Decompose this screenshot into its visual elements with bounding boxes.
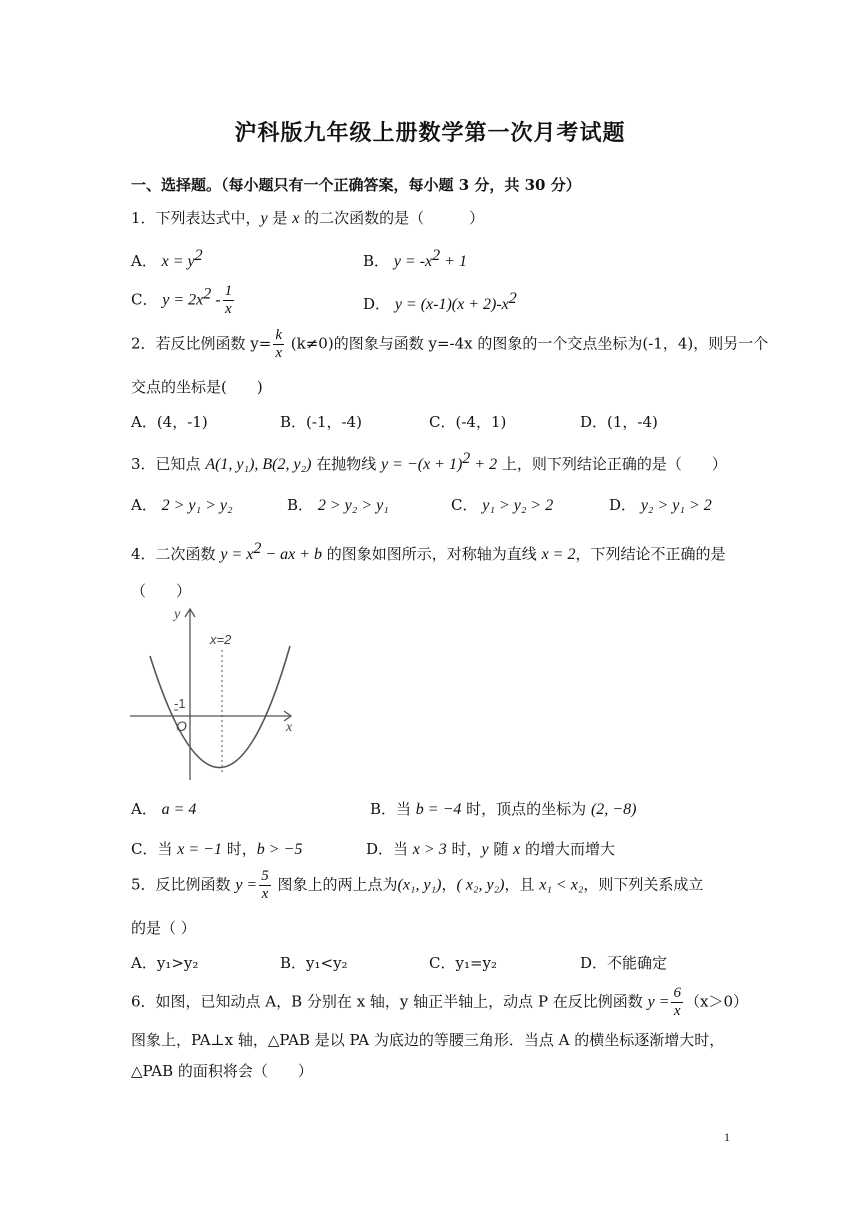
q4-d-x: x (513, 841, 521, 858)
fraction-denominator: x (673, 1003, 681, 1019)
q4-d-y: y (481, 841, 489, 858)
q5-stem-text-2: 图象上的两上点为 (272, 875, 398, 894)
q3-stem-text-3: 上，则下列结论正确的是（ ） (497, 455, 727, 473)
q1-stem-text-3: 的二次函数的是（ ） (299, 209, 485, 227)
option-label: B． (287, 496, 314, 514)
q3-option-c (451, 494, 553, 515)
q4-option-b (370, 798, 636, 819)
q3-stem-text-2: 在抛物线 (311, 455, 382, 473)
q1-c-expr-2: - (211, 291, 221, 309)
q3-c-expr: y₁ > y₂ > 2 (482, 497, 554, 514)
option-label: D． (609, 496, 637, 514)
q4-func: y = x (220, 546, 254, 563)
q1-c-expr: y = 2x (162, 291, 204, 309)
question-2-stem (131, 327, 768, 362)
q4-c-text-2: 时， (221, 840, 257, 858)
q4-stem-text-3: ，下列结论不正确的是 (575, 545, 726, 563)
q4-option-c (131, 838, 302, 859)
q2-option-d: D．(1，-4) (580, 413, 658, 431)
q3-stem-text: 3．已知点 (131, 455, 206, 473)
q4-d-text-2: 时， (446, 840, 482, 858)
fraction-numerator: 6 (673, 985, 681, 1001)
q2-fraction (273, 327, 284, 362)
question-3-stem (131, 450, 727, 474)
q1-c-fraction (223, 283, 235, 318)
q1-stem-y: y (260, 210, 268, 227)
q1-c-sup: 2 (203, 285, 212, 303)
q2-option-a: A．(4，-1) (131, 413, 208, 431)
fraction-numerator: 5 (261, 868, 269, 884)
q1-b-sup: 2 (432, 247, 441, 264)
q3-b-expr: 2 > y₂ > y₁ (317, 497, 389, 514)
q5-stem-text: 5．反比例函数 (131, 875, 236, 894)
option-label: A． (131, 496, 157, 514)
question-6-stem-line3: △PAB 的面积将会（ ） (131, 1062, 313, 1080)
q5-stem-text-4: ，则下列关系成立 (583, 875, 704, 894)
q1-stem-x: x (292, 210, 300, 227)
option-label: B． (363, 252, 390, 270)
q1-option-d (363, 290, 517, 314)
q4-axis-expr: x = 2 (541, 546, 576, 563)
q1-stem-text-2: 是 (267, 209, 293, 227)
q5-stem-text-3: ，且 (504, 875, 540, 894)
q3-points: A(1, y₁), B(2, y₂) (205, 456, 312, 473)
x-axis-label: x (286, 720, 293, 735)
parabola-curve (150, 646, 290, 768)
q4-d-expr: x > 3 (412, 841, 447, 858)
fraction-numerator: k (275, 327, 283, 343)
q6-stem-text: 6．如图，已知动点 A，B 分别在 x 轴，y 轴正半轴上，动点 P 在反比例函数 (131, 992, 648, 1011)
q2-option-b: B．(-1，-4) (280, 413, 362, 431)
q4-d-text-4: 的增大而增大 (520, 840, 616, 858)
q1-d-sup: 2 (508, 290, 517, 307)
option-label: A． (131, 252, 157, 270)
q2-stem-text-2: (k≠0)的图象与函数 y=-4x 的图象的一个交点坐标为(-1，4)，则另一个 (286, 334, 769, 353)
q2-option-c: C．(-4，1) (429, 413, 507, 431)
q3-curve-sup: 2 (462, 450, 471, 467)
q4-option-a (131, 798, 196, 819)
q5-point-2: ( x₂, y₂) (456, 876, 505, 894)
q1-a-sup: 2 (194, 247, 203, 264)
option-label: D． (363, 295, 391, 313)
q4-option-d (366, 838, 615, 859)
q5-option-a: A．y₁>y₂ (131, 954, 199, 972)
option-label: C． (451, 496, 478, 514)
question-5-stem (131, 868, 703, 903)
q3-curve: y = −(x + 1) (381, 456, 463, 473)
question-4-stem-line2: （ ） (131, 582, 192, 600)
fraction-denominator: x (261, 886, 269, 902)
q5-option-b: B．y₁<y₂ (280, 954, 348, 972)
q3-option-b (287, 494, 389, 515)
q5-fraction (259, 868, 271, 903)
q3-curve-2: + 2 (470, 456, 498, 473)
q1-d-expr: y = (x-1)(x + 2)-x (394, 296, 509, 313)
option-label: A． (131, 800, 157, 818)
q5-option-d: D．不能确定 (580, 954, 668, 972)
q1-stem-text: 1．下列表达式中， (131, 209, 261, 227)
q1-option-a (131, 247, 203, 271)
q3-a-expr: 2 > y₁ > y₂ (161, 497, 233, 514)
fraction-denominator: x (225, 301, 232, 317)
q6-stem-text-2: （x＞0） (684, 992, 748, 1011)
question-6-stem (131, 985, 748, 1020)
origin-label: O (176, 718, 187, 734)
q3-option-a (131, 494, 233, 515)
q4-b-expr: b = −4 (415, 801, 462, 818)
option-label: C． (131, 290, 158, 309)
q4-stem-text: 4．二次函数 (131, 545, 221, 563)
fraction-denominator: x (275, 345, 283, 361)
question-5-stem-line2: 的是（ ） (131, 919, 196, 937)
q1-option-b (363, 247, 467, 271)
q4-func-2: − ax + b (261, 546, 323, 563)
q6-func: y = (647, 993, 670, 1011)
q4-b-text-2: 时，顶点的坐标为 (461, 800, 591, 818)
q4-d-text-3: 随 (488, 840, 514, 858)
q1-b-expr-2: + 1 (440, 253, 467, 270)
q4-stem-text-2: 的图象如图所示，对称轴为直线 (322, 545, 542, 563)
question-1-stem (131, 207, 484, 228)
q5-option-c: C．y₁=y₂ (429, 954, 498, 972)
q4-c-expr-2: b > −5 (256, 841, 303, 858)
q4-b-text: B．当 (370, 800, 416, 818)
question-6-stem-line2: 图象上，PA⊥x 轴，△PAB 是以 PA 为底边的等腰三角形．当点 A 的横坐标逐渐增大时， (131, 1031, 725, 1049)
page-title: 沪科版九年级上册数学第一次月考试题 (234, 120, 626, 146)
q1-option-c (131, 283, 236, 318)
q5-separator: ， (441, 875, 457, 894)
question-4-stem (131, 540, 725, 564)
q4-a-expr: a = 4 (161, 801, 197, 818)
q2-stem-text: 2．若反比例函数 y= (131, 334, 272, 353)
q4-c-expr: x = −1 (177, 841, 222, 858)
q4-func-sup: 2 (253, 540, 262, 557)
minus-one-label: -1 (174, 696, 186, 711)
q5-point-1: (x₁, y₁) (397, 876, 442, 894)
q3-d-expr: y₂ > y₁ > 2 (640, 497, 712, 514)
q6-fraction (671, 985, 683, 1020)
q4-b-point: (2, −8) (590, 801, 637, 818)
q4-d-text: D．当 (366, 840, 413, 858)
fraction-numerator: 1 (224, 283, 233, 299)
question-2-stem-line2: 交点的坐标是( ) (131, 378, 263, 396)
q4-c-text: C．当 (131, 840, 178, 858)
y-axis-label: y (174, 607, 181, 622)
q3-option-d (609, 494, 712, 515)
q4-parabola-graph (130, 604, 300, 780)
q1-b-expr: y = -x (393, 253, 433, 270)
section-heading: 一、选择题。（每小题只有一个正确答案，每小题 3 分，共 30 分） (131, 176, 581, 194)
q5-func: y = (235, 876, 258, 894)
q5-condition: x₁ < x₂ (539, 876, 584, 894)
q1-a-expr: x = y (161, 253, 195, 270)
symmetry-axis-label: x=2 (210, 632, 232, 647)
page-number: 1 (724, 1130, 730, 1144)
